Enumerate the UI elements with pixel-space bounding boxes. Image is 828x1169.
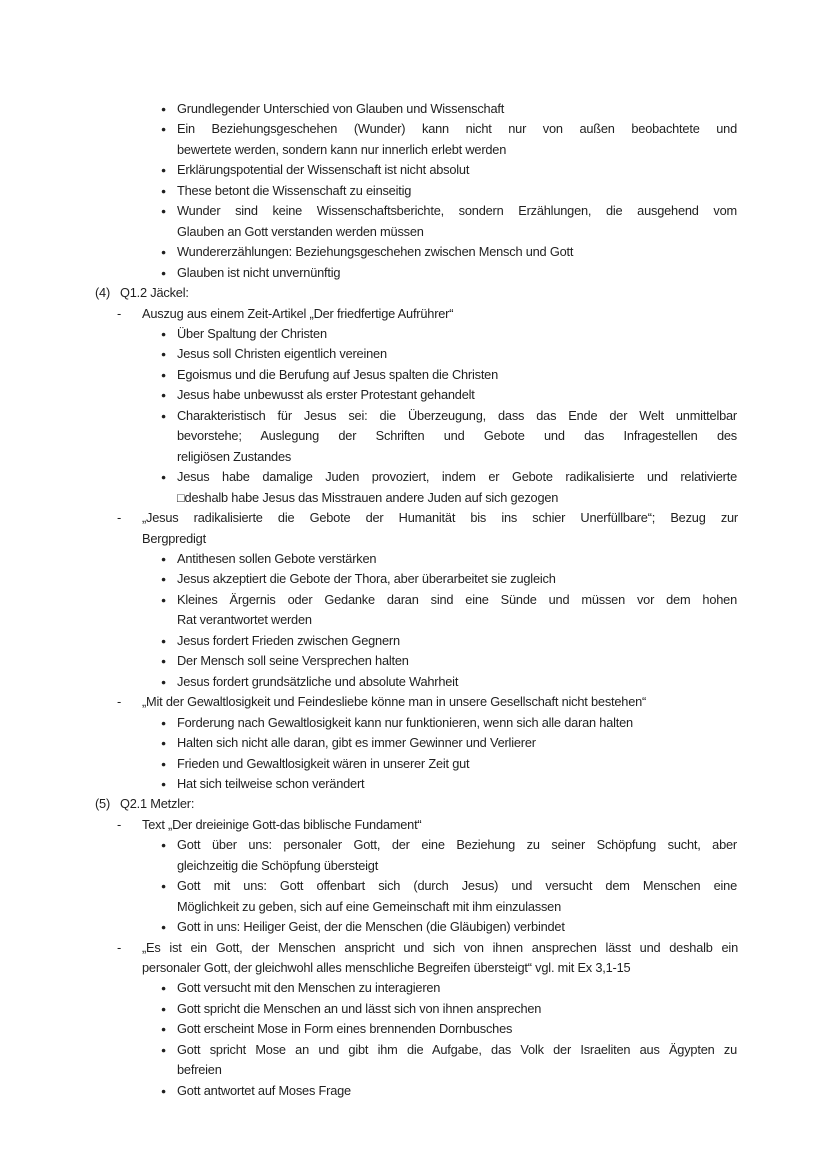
list-row bbox=[0, 181, 828, 201]
list-row bbox=[0, 119, 828, 139]
list-row bbox=[0, 958, 828, 978]
list-row bbox=[0, 344, 828, 364]
list-row bbox=[0, 631, 828, 651]
bullet-icon: ● bbox=[161, 881, 167, 892]
list-row bbox=[0, 549, 828, 569]
list-row bbox=[0, 1040, 828, 1060]
line-text: Glauben an Gott verstanden werden müssen bbox=[177, 223, 424, 239]
bullet-icon: ● bbox=[161, 472, 167, 483]
line-text: Grundlegender Unterschied von Glauben und Wissenschaft bbox=[177, 101, 505, 116]
line-text: Auszug aus einem Zeit-Artikel „Der friedfertige Aufrührer“ bbox=[142, 305, 454, 321]
indent-spacer bbox=[161, 1060, 177, 1080]
list-row bbox=[0, 978, 828, 998]
bullet-icon: ● bbox=[161, 778, 167, 789]
line-text: Gott über uns: personaler Gott, der eine Beziehung zu seiner Schöpfung sucht, aber bbox=[177, 837, 737, 853]
list-row bbox=[0, 938, 828, 958]
item-number: (4) bbox=[95, 285, 111, 301]
indent-spacer bbox=[161, 488, 177, 508]
list-row bbox=[0, 856, 828, 876]
line-text: Wunder sind keine Wissenschaftsberichte, sondern Erzählungen, die ausgehend vom bbox=[177, 203, 737, 219]
indent-spacer bbox=[117, 958, 142, 978]
list-row bbox=[0, 713, 828, 733]
line-text: Erklärungspotential der Wissenschaft ist nicht absolut bbox=[177, 162, 470, 178]
list-row bbox=[0, 610, 828, 630]
line-text: gleichzeitig die Schöpfung übersteigt bbox=[177, 857, 379, 873]
line-text: Jesus soll Christen eigentlich vereinen bbox=[177, 346, 387, 362]
bullet-icon: ● bbox=[161, 717, 167, 728]
list-row bbox=[0, 324, 828, 344]
line-text: These betont die Wissenschaft zu einseitig bbox=[177, 182, 412, 198]
bullet-icon: ● bbox=[161, 574, 167, 585]
line-text: Text „Der dreieinige Gott-das biblische Fundament“ bbox=[142, 816, 422, 832]
line-text: Möglichkeit zu geben, sich auf eine Gemeinschaft mit ihm einzulassen bbox=[177, 898, 562, 914]
line-text: Charakteristisch für Jesus sei: die Überzeugung, dass das Ende der Welt unmittelbar bbox=[177, 407, 737, 423]
list-row bbox=[0, 426, 828, 446]
document-content bbox=[0, 99, 828, 1101]
line-text: Jesus akzeptiert die Gebote der Thora, aber überarbeitet sie zugleich bbox=[177, 571, 556, 587]
line-text: Bergpredigt bbox=[142, 530, 206, 546]
line-text: Hat sich teilweise schon verändert bbox=[177, 775, 365, 791]
line-text: Q1.2 Jäckel: bbox=[120, 285, 189, 301]
line-text: Egoismus und die Berufung auf Jesus spalten die Christen bbox=[177, 366, 499, 382]
line-text: personaler Gott, der gleichwohl alles menschliche Begreifen übersteigt“ vgl. mit Ex 3,1-15 bbox=[142, 960, 631, 976]
bullet-icon: ● bbox=[161, 349, 167, 360]
list-row bbox=[0, 263, 828, 283]
bullet-icon: ● bbox=[161, 594, 167, 605]
list-row bbox=[0, 835, 828, 855]
line-text: Halten sich nicht alle daran, gibt es immer Gewinner und Verlierer bbox=[177, 735, 536, 751]
bullet-icon: ● bbox=[161, 328, 167, 339]
list-row bbox=[0, 794, 828, 814]
line-text: Gott in uns: Heiliger Geist, der die Menschen (die Gläubigen) verbindet bbox=[177, 919, 565, 935]
line-text: Frieden und Gewaltlosigkeit wären in unserer Zeit gut bbox=[177, 755, 470, 771]
indent-spacer bbox=[161, 897, 177, 917]
list-row bbox=[0, 447, 828, 467]
list-row bbox=[0, 1081, 828, 1101]
list-row bbox=[0, 365, 828, 385]
bullet-icon: ● bbox=[161, 922, 167, 933]
bullet-icon: ● bbox=[161, 1024, 167, 1035]
line-text: „Jesus radikalisierte die Gebote der Humanität bis ins schier Unerfüllbare“; Bezug zur bbox=[142, 510, 738, 526]
line-text: Jesus habe unbewusst als erster Protestant gehandelt bbox=[177, 387, 475, 403]
bullet-icon: ● bbox=[161, 758, 167, 769]
list-row bbox=[0, 876, 828, 896]
list-row bbox=[0, 242, 828, 262]
bullet-icon: ● bbox=[161, 104, 167, 114]
item-number: (5) bbox=[95, 796, 111, 812]
list-row bbox=[0, 304, 828, 324]
bullet-icon: ● bbox=[161, 390, 167, 401]
line-text: Q2.1 Metzler: bbox=[120, 796, 195, 812]
line-text: Gott spricht die Menschen an und lässt sich von ihnen ansprechen bbox=[177, 1000, 542, 1016]
line-text: Glauben ist nicht unvernünftig bbox=[177, 264, 341, 280]
line-text: Über Spaltung der Christen bbox=[177, 325, 327, 341]
dash-marker: - bbox=[117, 305, 122, 321]
bullet-icon: ● bbox=[161, 206, 167, 217]
list-row bbox=[0, 672, 828, 692]
indent-spacer bbox=[161, 447, 177, 467]
line-text: Gott antwortet auf Moses Frage bbox=[177, 1082, 351, 1098]
line-text: Antithesen sollen Gebote verstärken bbox=[177, 550, 377, 566]
bullet-icon: ● bbox=[161, 840, 167, 851]
bullet-icon: ● bbox=[161, 553, 167, 564]
list-row bbox=[0, 1019, 828, 1039]
list-row bbox=[0, 754, 828, 774]
line-text: „Es ist ein Gott, der Menschen anspricht und sich von ihnen ansprechen lässt und deshalb ein bbox=[142, 939, 738, 955]
bullet-icon: ● bbox=[161, 410, 167, 421]
indent-spacer bbox=[161, 140, 177, 160]
list-row bbox=[0, 508, 828, 528]
indent-spacer bbox=[161, 222, 177, 242]
line-text: Jesus fordert grundsätzliche und absolute Wahrheit bbox=[177, 673, 459, 689]
bullet-icon: ● bbox=[161, 185, 167, 196]
dash-marker: - bbox=[117, 694, 122, 710]
list-row bbox=[0, 815, 828, 835]
bullet-icon: ● bbox=[161, 247, 167, 258]
list-row bbox=[0, 385, 828, 405]
line-text: Forderung nach Gewaltlosigkeit kann nur funktionieren, wenn sich alle daran halten bbox=[177, 714, 633, 730]
bullet-icon: ● bbox=[161, 635, 167, 646]
line-text: befreien bbox=[177, 1062, 222, 1078]
line-text: Gott erscheint Mose in Form eines brennenden Dornbusches bbox=[177, 1021, 513, 1037]
bullet-icon: ● bbox=[161, 1044, 167, 1055]
list-row bbox=[0, 774, 828, 794]
bullet-icon: ● bbox=[161, 983, 167, 994]
indent-spacer bbox=[161, 610, 177, 630]
line-text: □deshalb habe Jesus das Misstrauen andere Juden auf sich gezogen bbox=[177, 489, 559, 505]
line-text: Kleines Ärgernis oder Gedanke daran sind eine Sünde und müssen vor dem hohen bbox=[177, 591, 737, 607]
bullet-icon: ● bbox=[161, 369, 167, 380]
list-row bbox=[0, 1060, 828, 1080]
list-row bbox=[0, 222, 828, 242]
line-text: Gott spricht Mose an und gibt ihm die Aufgabe, das Volk der Israeliten aus Ägypten zu bbox=[177, 1041, 737, 1057]
line-text: Rat verantwortet werden bbox=[177, 612, 312, 628]
list-row bbox=[0, 999, 828, 1019]
list-row bbox=[0, 897, 828, 917]
bullet-icon: ● bbox=[161, 676, 167, 687]
bullet-icon: ● bbox=[161, 738, 167, 749]
list-row bbox=[0, 569, 828, 589]
line-text: Ein Beziehungsgeschehen (Wunder) kann nicht nur von außen beobachtete und bbox=[177, 121, 737, 137]
bullet-icon: ● bbox=[161, 1085, 167, 1096]
line-text: Jesus habe damalige Juden provoziert, indem er Gebote radikalisierte und relativierte bbox=[177, 469, 737, 485]
list-row bbox=[0, 692, 828, 712]
list-row bbox=[0, 140, 828, 160]
list-row bbox=[0, 160, 828, 180]
list-row bbox=[0, 201, 828, 221]
line-text: religiösen Zustandes bbox=[177, 448, 292, 464]
line-text: „Mit der Gewaltlosigkeit und Feindesliebe könne man in unsere Gesellschaft nicht bestehen“ bbox=[142, 694, 647, 710]
line-text: Gott mit uns: Gott offenbart sich (durch Jesus) und versucht dem Menschen eine bbox=[177, 878, 737, 894]
list-row bbox=[0, 590, 828, 610]
list-row bbox=[0, 651, 828, 671]
line-text: Gott versucht mit den Menschen zu interagieren bbox=[177, 980, 441, 996]
indent-spacer bbox=[117, 529, 142, 549]
list-row bbox=[0, 467, 828, 487]
dash-marker: - bbox=[117, 816, 122, 832]
line-text: bevorstehe; Auslegung der Schriften und Gebote und das Infragestellen des bbox=[177, 428, 737, 444]
list-row bbox=[0, 406, 828, 426]
line-text: Der Mensch soll seine Versprechen halten bbox=[177, 653, 409, 669]
list-row bbox=[0, 99, 828, 119]
indent-spacer bbox=[161, 856, 177, 876]
indent-spacer bbox=[161, 426, 177, 446]
bullet-icon: ● bbox=[161, 1003, 167, 1014]
line-text: bewertete werden, sondern kann nur innerlich erlebt werden bbox=[177, 141, 507, 157]
list-row bbox=[0, 733, 828, 753]
dash-marker: - bbox=[117, 939, 122, 955]
list-row bbox=[0, 529, 828, 549]
list-row bbox=[0, 283, 828, 303]
bullet-icon: ● bbox=[161, 656, 167, 667]
line-text: Wundererzählungen: Beziehungsgeschehen zwischen Mensch und Gott bbox=[177, 244, 574, 260]
bullet-icon: ● bbox=[161, 165, 167, 176]
bullet-icon: ● bbox=[161, 124, 167, 135]
dash-marker: - bbox=[117, 510, 122, 526]
bullet-icon: ● bbox=[161, 267, 167, 278]
line-text: Jesus fordert Frieden zwischen Gegnern bbox=[177, 632, 400, 648]
list-row bbox=[0, 488, 828, 508]
list-row bbox=[0, 917, 828, 937]
